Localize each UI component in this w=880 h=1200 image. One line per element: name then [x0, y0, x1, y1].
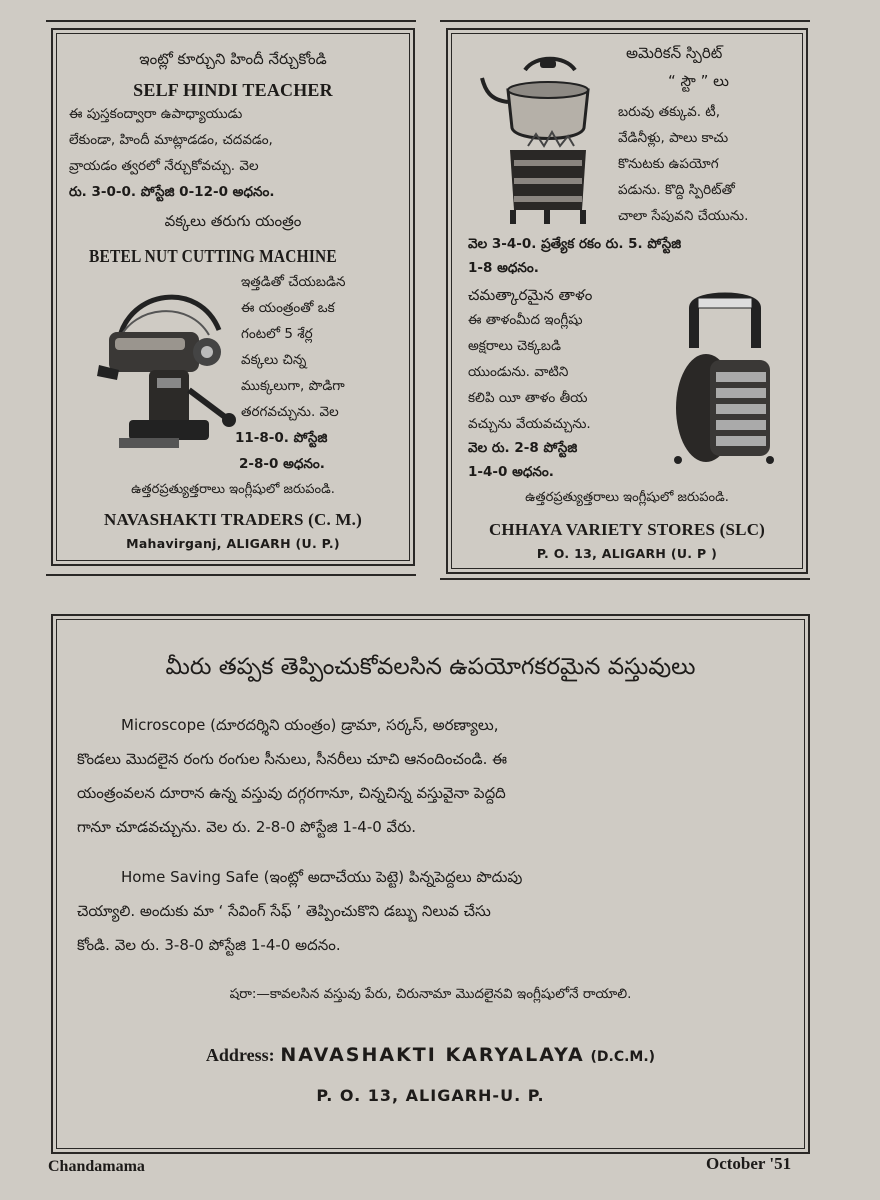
footer-magazine-name: Chandamama — [48, 1158, 145, 1175]
paragraph-line: గానూ చూడవచ్చును. వెల రు. 2-8-0 పోస్టేజి 1-4-0 వేరు. — [77, 818, 417, 836]
address-name: NAVASHAKTI KARYALAYA — [280, 1044, 585, 1066]
address-line — [53, 1044, 808, 1066]
ad-body-line: 1-4-0 అధనం. — [468, 464, 554, 480]
ad-body-line: అక్షరాలు చెక్కబడి — [468, 338, 561, 354]
ad-title-telugu: చమత్కారమైన తాళం — [468, 286, 593, 304]
ad-body-line: లేకుండా, హిందీ మాట్లాడడం, చదవడం, — [69, 132, 273, 148]
ad-company-name: NAVASHAKTI TRADERS (C. M.) — [104, 510, 362, 529]
ad-subtitle-telugu: “ స్టౌ ” లు — [668, 72, 729, 90]
ad-company-address: Mahavirganj, ALIGARH (U. P.) — [126, 536, 340, 551]
ad-company-address: P. O. 13, ALIGARH (U. P ) — [536, 546, 718, 561]
paragraph-line: చెయ్యాలి. అందుకు మా ‘ సేవింగ్ సేఫ్ ’ తెప్పించుకొని డబ్బు నిలువ చేసు — [77, 902, 491, 920]
ad-price-line: 1-8 అధనం. — [468, 260, 539, 276]
ad-body-line: తరగవచ్చును. వెల — [241, 404, 339, 420]
paragraph-line: కోండి. వెల రు. 3-8-0 పోస్టేజి 1-4-0 అదనం. — [77, 936, 341, 954]
ad-body-line: 2-8-0 అధనం. — [239, 456, 325, 472]
ad-price-line: వెల 3-4-0. ప్రత్యేక రకం రు. 5. పోస్టేజి — [468, 236, 682, 252]
ad-body-line: బరువు తక్కువ. టీ, — [618, 104, 720, 120]
ad-body-line: గంటలో 5 శేర్ల — [241, 326, 313, 342]
ad-box-chhaya — [446, 28, 808, 574]
ad-body-line: చాలా సేపువని చేయును. — [618, 208, 749, 224]
ad-title-telugu: అమెరికన్ స్పిరిట్ — [626, 44, 723, 62]
ad-body-line: కొనుటకు ఉపయోగ — [618, 156, 719, 172]
ad-box-navashakti — [51, 28, 415, 566]
paragraph-line: యంత్రంవలన దూరాన ఉన్న వస్తువు దగ్గరగానూ, చిన్నచిన్న వస్తువైనా పెద్దది — [77, 784, 506, 802]
ad-body-line: వచ్చును వేయవచ్చును. — [468, 416, 591, 432]
paragraph-line: Microscope (దూరదర్శిని యంత్రం) డ్రామా, సర్కస్, అరణ్యాలు, — [121, 716, 499, 734]
ad-body-line: ఈ యంత్రంతో ఒక — [241, 300, 335, 316]
top-rule — [440, 20, 810, 22]
address-code: (D.C.M.) — [590, 1049, 656, 1065]
ad-body-line: వ్రాయడం త్వరలో నేర్చుకోవచ్చు. వెల — [69, 158, 259, 174]
spirit-stove-illustration — [480, 50, 610, 230]
ad-footer-note: ఉత్తరప్రత్యుత్తరాలు ఇంగ్లీషులో జరుపండి. — [525, 490, 729, 505]
ad-body-line: వక్కలు చిన్న — [241, 352, 307, 368]
ad-title-telugu: ఇంట్లో కూర్చుని హిందీ నేర్చుకోండి — [139, 50, 327, 68]
address-line-2: P. O. 13, ALIGARH-U. P. — [316, 1086, 545, 1105]
ad-body-line: పడును. కొద్ది స్పిరిట్‌తో — [618, 182, 735, 198]
ad-body-line: కలిపి యీ తాళం తీయ — [468, 390, 588, 406]
microscope-paragraph — [77, 708, 789, 844]
betel-cutter-illustration — [89, 270, 239, 460]
address-label: Address: — [205, 1045, 275, 1065]
ad-box-karyalaya — [51, 614, 810, 1154]
ad-body-line: యుండును. వాటిని — [468, 364, 569, 380]
ad-title-english: BETEL NUT CUTTING MACHINE — [89, 246, 337, 266]
ad-body-line: ఇత్తడితో చేయబడిన — [241, 274, 346, 290]
ad-footer-note: ఉత్తరప్రత్యుత్తరాలు ఇంగ్లీషులో జరుపండి. — [131, 482, 335, 497]
section-rule — [46, 574, 416, 576]
bottom-heading: మీరు తప్పక తెప్పించుకోవలసిన ఉపయోగకరమైన వస్తువులు — [165, 654, 696, 680]
note-line: షరా:—కావలసిన వస్తువు పేరు, చిరునామా మొదలైనవి ఇంగ్లీషులోనే రాయాలి. — [229, 986, 632, 1002]
top-rule — [46, 20, 416, 22]
section-rule — [440, 578, 810, 580]
ad-body-line: ఈ తాళంమీద ఇంగ్లీషు — [468, 312, 583, 328]
footer-issue-date: October '51 — [706, 1154, 792, 1173]
ad-body-line: ముక్కలుగా, పొడిగా — [241, 378, 345, 394]
ad-body-line: రు. 3-0-0. పోస్టేజి 0-12-0 అధనం. — [69, 184, 275, 200]
combination-lock-illustration — [666, 288, 784, 468]
ad-body-line: ఈ పుస్తకంద్వారా ఉపాధ్యాయుడు — [69, 106, 243, 122]
ad-body-line: 11-8-0. పోస్టేజి — [235, 430, 328, 446]
ad-company-name: CHHAYA VARIETY STORES (SLC) — [488, 520, 766, 539]
paragraph-line: Home Saving Safe (ఇంట్లో అదాచేయు పెట్టె) పిన్నపెద్దలు పొదుపు — [121, 868, 523, 886]
ad-body-line: వేడినీళ్లు, పాలు కాచు — [618, 130, 729, 146]
ad-title-telugu: వక్కలు తరుగు యంత్రం — [164, 212, 302, 230]
paragraph-line: కొండలు మొదలైన రంగు రంగుల సీనులు, సీనరీలు చూచి ఆనందించండి. ఈ — [77, 750, 508, 768]
ad-body-line: వెల రు. 2-8 పోస్టేజి — [468, 440, 578, 456]
saving-safe-paragraph — [77, 860, 789, 962]
ad-title-english: SELF HINDI TEACHER — [133, 80, 333, 100]
